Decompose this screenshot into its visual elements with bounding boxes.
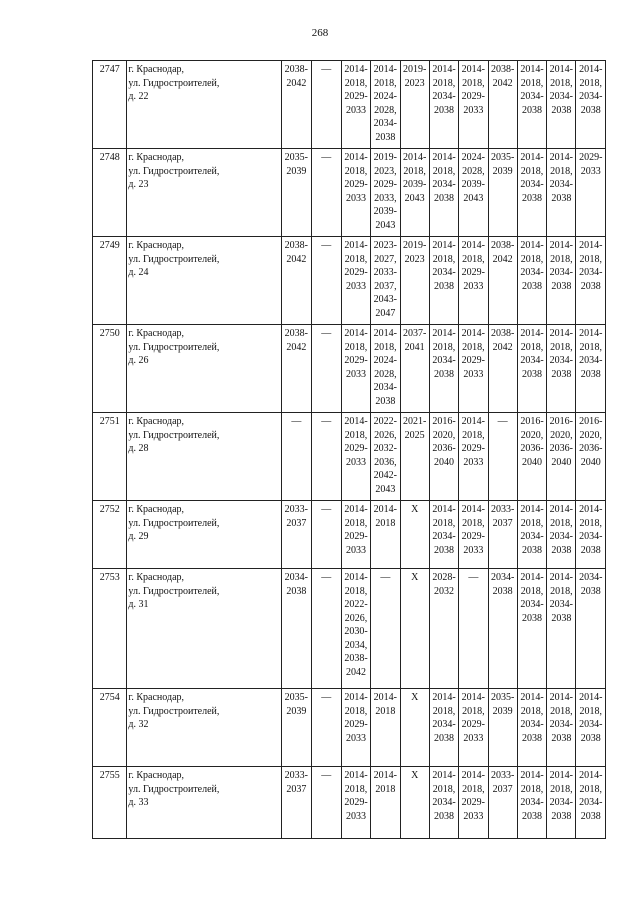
period-value: — [321, 240, 332, 251]
period-value: 2019- 2023 [403, 240, 427, 265]
period-cell [311, 61, 341, 149]
period-cell [371, 61, 400, 149]
period-cell [459, 767, 488, 839]
period-value: 2014- 2018, 2029- 2033 [461, 770, 485, 822]
period-value: 2014- 2018, 2022- 2026, 2030- 2034, 2038- 2042 [344, 572, 368, 678]
period-cell [488, 501, 517, 569]
period-cell [459, 569, 488, 689]
table-row [93, 149, 606, 237]
period-cell [517, 149, 546, 237]
period-value: 2014- 2018, 2034- 2038 [520, 572, 544, 624]
period-value: 2014- 2018, 2034- 2038 [549, 572, 573, 624]
period-value: 2014- 2018, 2034- 2038 [579, 328, 603, 380]
period-cell [371, 237, 400, 325]
period-cell [517, 413, 546, 501]
period-value: 2033- 2037 [284, 504, 309, 529]
period-value: 2014- 2018 [373, 770, 398, 795]
period-cell [547, 149, 576, 237]
address-line: ул. Гидростроителей, [128, 585, 220, 597]
period-cell [282, 569, 311, 689]
period-value: 2034- 2038 [579, 572, 603, 597]
period-value: 2014- 2018, 2034- 2038 [520, 328, 544, 380]
row-number-cell: 2750 [93, 325, 127, 413]
period-value: 2028- 2032 [432, 572, 456, 597]
period-value: 2023- 2027, 2033- 2037, 2043- 2047 [373, 240, 398, 319]
address-line: г. Краснодар, [128, 240, 185, 251]
period-value: 2014- 2018, 2029- 2033 [461, 692, 485, 744]
period-value: 2014- 2018, 2029- 2033 [344, 328, 368, 380]
address-line: ул. Гидростроителей, [128, 165, 220, 177]
period-value: 2035- 2039 [490, 692, 515, 717]
period-cell [341, 149, 370, 237]
period-cell [311, 237, 341, 325]
period-cell [488, 689, 517, 767]
period-value: 2029- 2033 [579, 152, 603, 177]
period-value: 2014- 2018, 2034- 2038 [520, 770, 544, 822]
period-value: — [468, 572, 479, 583]
period-value: 2038- 2042 [490, 240, 515, 265]
period-value: 2016- 2020, 2036- 2040 [520, 416, 544, 468]
period-cell [429, 325, 458, 413]
period-value: — [321, 692, 332, 703]
address-cell [127, 237, 282, 325]
address-line: ул. Гидростроителей, [128, 517, 220, 529]
period-value: — [380, 572, 391, 583]
period-cell [371, 767, 400, 839]
period-cell [576, 237, 606, 325]
period-value: 2038- 2042 [284, 240, 309, 265]
period-value: 2035- 2039 [490, 152, 515, 177]
address-line: д. 24 [128, 267, 149, 278]
page-number: 268 [311, 27, 329, 39]
period-value: 2014- 2018, 2029- 2033 [344, 240, 368, 292]
address-cell [127, 689, 282, 767]
period-value: 2014- 2018, 2029- 2033 [344, 692, 368, 744]
period-value: 2014- 2018 [373, 504, 398, 529]
period-value: 2035- 2039 [284, 692, 309, 717]
period-value: 2022- 2026, 2032- 2036, 2042- 2043 [373, 416, 398, 495]
period-value: 2014- 2018, 2034- 2038 [579, 504, 603, 556]
period-cell [282, 61, 311, 149]
row-number-cell: 2753 [93, 569, 127, 689]
period-cell [517, 767, 546, 839]
period-value: 2014- 2018 [373, 692, 398, 717]
address-line: д. 33 [128, 797, 149, 808]
period-cell [341, 689, 370, 767]
period-cell [400, 767, 429, 839]
address-line: д. 29 [128, 531, 149, 542]
period-cell [547, 237, 576, 325]
address-line: д. 32 [128, 719, 149, 730]
period-value: 2014- 2018, 2034- 2038 [432, 64, 456, 116]
address-line: ул. Гидростроителей, [128, 341, 220, 353]
period-value: 2014- 2018, 2029- 2033 [344, 504, 368, 556]
period-value: 2033- 2037 [490, 504, 515, 529]
period-value: 2014- 2018, 2029- 2033 [461, 328, 485, 380]
period-cell [400, 501, 429, 569]
period-cell [429, 569, 458, 689]
period-value: 2014- 2018, 2034- 2038 [432, 240, 456, 292]
row-number-cell: 2747 [93, 61, 127, 149]
period-cell [576, 325, 606, 413]
period-value: 2014- 2018, 2034- 2038 [549, 692, 573, 744]
period-cell [459, 149, 488, 237]
period-cell [459, 413, 488, 501]
period-value: 2014- 2018, 2034- 2038 [520, 692, 544, 744]
row-number-cell: 2752 [93, 501, 127, 569]
row-number-cell: 2748 [93, 149, 127, 237]
period-cell [311, 569, 341, 689]
address-line: ул. Гидростроителей, [128, 783, 220, 795]
address-line: д. 28 [128, 443, 149, 454]
period-cell [576, 413, 606, 501]
period-cell [517, 61, 546, 149]
period-value: 2014- 2018, 2034- 2038 [549, 240, 573, 292]
period-cell [517, 501, 546, 569]
period-value: 2033- 2037 [490, 770, 515, 795]
period-cell [429, 237, 458, 325]
period-cell [400, 413, 429, 501]
period-cell [400, 237, 429, 325]
period-value: 2035- 2039 [284, 152, 309, 177]
table-row [93, 689, 606, 767]
row-number-cell: 2751 [93, 413, 127, 501]
table-row [93, 501, 606, 569]
period-value: 2014- 2018, 2034- 2038 [520, 240, 544, 292]
address-line: г. Краснодар, [128, 504, 185, 515]
period-cell [371, 501, 400, 569]
period-cell [429, 413, 458, 501]
period-cell [429, 767, 458, 839]
period-value: 2014- 2018, 2029- 2033 [344, 64, 368, 116]
period-cell [400, 325, 429, 413]
schedule-table [92, 60, 606, 839]
address-line: д. 22 [128, 91, 149, 102]
period-value: — [321, 504, 332, 515]
table-row [93, 237, 606, 325]
address-line: ул. Гидростроителей, [128, 705, 220, 717]
period-value: 2014- 2018, 2029- 2033 [461, 64, 485, 116]
period-cell [517, 325, 546, 413]
period-value: 2034- 2038 [284, 572, 309, 597]
address-line: ул. Гидростроителей, [128, 77, 220, 89]
period-value: 2016- 2020, 2036- 2040 [579, 416, 603, 468]
table-row [93, 767, 606, 839]
period-cell [517, 569, 546, 689]
address-cell [127, 767, 282, 839]
period-cell [547, 325, 576, 413]
table-row [93, 325, 606, 413]
period-cell [547, 61, 576, 149]
period-cell [576, 501, 606, 569]
period-cell [282, 149, 311, 237]
period-value: 2014- 2018, 2034- 2038 [432, 692, 456, 744]
period-cell [459, 325, 488, 413]
period-cell [488, 767, 517, 839]
period-cell [400, 61, 429, 149]
period-cell [488, 413, 517, 501]
address-cell [127, 61, 282, 149]
period-value: 2014- 2018, 2034- 2038 [432, 152, 456, 204]
period-cell [488, 569, 517, 689]
period-cell [341, 569, 370, 689]
period-value: 2014- 2018, 2029- 2033 [461, 504, 485, 556]
period-cell [311, 767, 341, 839]
period-value: Х [411, 692, 419, 703]
period-value: 2034- 2038 [490, 572, 515, 597]
period-cell [341, 767, 370, 839]
period-cell [400, 149, 429, 237]
address-line: г. Краснодар, [128, 328, 185, 339]
period-value: 2014- 2018, 2034- 2038 [520, 152, 544, 204]
period-cell [341, 61, 370, 149]
period-value: 2014- 2018, 2034- 2038 [579, 64, 603, 116]
period-cell [282, 325, 311, 413]
period-cell [488, 325, 517, 413]
period-value: 2014- 2018, 2034- 2038 [549, 504, 573, 556]
period-value: 2014- 2018, 2034- 2038 [520, 64, 544, 116]
period-value: 2014- 2018, 2034- 2038 [432, 504, 456, 556]
address-cell [127, 413, 282, 501]
period-cell [576, 569, 606, 689]
period-cell [282, 237, 311, 325]
period-cell [488, 237, 517, 325]
period-cell [547, 767, 576, 839]
period-value: 2014- 2018, 2034- 2038 [549, 770, 573, 822]
period-cell [488, 149, 517, 237]
address-cell [127, 501, 282, 569]
period-value: 2019- 2023, 2029- 2033, 2039- 2043 [373, 152, 398, 231]
period-value: 2038- 2042 [284, 64, 309, 89]
period-cell [311, 149, 341, 237]
period-cell [576, 149, 606, 237]
period-value: 2014- 2018, 2034- 2038 [549, 64, 573, 116]
address-cell [127, 569, 282, 689]
period-cell [371, 149, 400, 237]
period-cell [311, 413, 341, 501]
period-cell [459, 689, 488, 767]
period-value: — [321, 152, 332, 163]
period-value: Х [411, 770, 419, 781]
period-cell [311, 501, 341, 569]
period-value: 2014- 2018, 2034- 2038 [432, 770, 456, 822]
period-cell [488, 61, 517, 149]
period-cell [400, 689, 429, 767]
period-cell [547, 501, 576, 569]
address-line: г. Краснодар, [128, 692, 185, 703]
row-number-cell: 2749 [93, 237, 127, 325]
period-value: — [321, 770, 332, 781]
period-value: 2016- 2020, 2036- 2040 [549, 416, 573, 468]
address-line: г. Краснодар, [128, 64, 185, 75]
period-cell [547, 569, 576, 689]
period-value: 2014- 2018, 2029- 2033 [461, 416, 485, 468]
table-row [93, 413, 606, 501]
period-value: 2014- 2018, 2034- 2038 [520, 504, 544, 556]
period-value: 2014- 2018, 2024- 2028, 2034- 2038 [373, 328, 398, 407]
period-cell [576, 689, 606, 767]
period-cell [400, 569, 429, 689]
address-cell [127, 149, 282, 237]
period-value: 2033- 2037 [284, 770, 309, 795]
period-value: 2014- 2018, 2029- 2033 [344, 152, 368, 204]
address-line: д. 31 [128, 599, 149, 610]
period-value: 2014- 2018, 2029- 2033 [344, 770, 368, 822]
period-cell [282, 689, 311, 767]
period-cell [547, 689, 576, 767]
address-line: ул. Гидростроителей, [128, 253, 220, 265]
address-line: г. Краснодар, [128, 416, 185, 427]
period-cell [341, 501, 370, 569]
period-cell [429, 149, 458, 237]
period-value: 2014- 2018, 2039- 2043 [403, 152, 427, 204]
period-cell [341, 237, 370, 325]
period-cell [282, 767, 311, 839]
period-cell [371, 569, 400, 689]
address-cell [127, 325, 282, 413]
period-value: 2014- 2018, 2034- 2038 [549, 328, 573, 380]
period-value: — [291, 416, 302, 427]
period-value: 2014- 2018, 2034- 2038 [432, 328, 456, 380]
period-cell [371, 689, 400, 767]
period-cell [282, 413, 311, 501]
period-cell [429, 689, 458, 767]
row-number-cell: 2755 [93, 767, 127, 839]
period-value: 2014- 2018, 2034- 2038 [579, 240, 603, 292]
period-value: — [321, 64, 332, 75]
row-number-cell: 2754 [93, 689, 127, 767]
period-cell [517, 237, 546, 325]
address-line: г. Краснодар, [128, 770, 185, 781]
period-cell [459, 501, 488, 569]
period-value: — [497, 416, 508, 427]
period-value: 2024- 2028, 2039- 2043 [461, 152, 485, 204]
period-value: Х [411, 504, 419, 515]
period-value: 2014- 2018, 2034- 2038 [549, 152, 573, 204]
table-row [93, 61, 606, 149]
period-cell [311, 689, 341, 767]
period-cell [371, 413, 400, 501]
period-cell [371, 325, 400, 413]
period-cell [341, 325, 370, 413]
period-cell [282, 501, 311, 569]
address-line: д. 26 [128, 355, 149, 366]
period-value: 2014- 2018, 2029- 2033 [461, 240, 485, 292]
period-value: — [321, 572, 332, 583]
table-row [93, 569, 606, 689]
address-line: ул. Гидростроителей, [128, 429, 220, 441]
period-value: 2021- 2025 [403, 416, 427, 441]
period-value: 2038- 2042 [490, 64, 515, 89]
period-value: — [321, 416, 332, 427]
period-cell [517, 689, 546, 767]
period-cell [341, 413, 370, 501]
period-cell [576, 767, 606, 839]
period-value: 2014- 2018, 2029- 2033 [344, 416, 368, 468]
period-value: 2014- 2018, 2024- 2028, 2034- 2038 [373, 64, 398, 143]
period-value: 2014- 2018, 2034- 2038 [579, 692, 603, 744]
period-cell [459, 237, 488, 325]
period-cell [459, 61, 488, 149]
period-cell [311, 325, 341, 413]
period-value: 2016- 2020, 2036- 2040 [432, 416, 456, 468]
period-cell [547, 413, 576, 501]
period-value: 2038- 2042 [490, 328, 515, 353]
period-cell [576, 61, 606, 149]
period-value: 2037- 2041 [403, 328, 427, 353]
period-value: 2038- 2042 [284, 328, 309, 353]
address-line: г. Краснодар, [128, 152, 185, 163]
period-value: 2014- 2018, 2034- 2038 [579, 770, 603, 822]
period-value: Х [411, 572, 419, 583]
address-line: д. 23 [128, 179, 149, 190]
period-cell [429, 61, 458, 149]
address-line: г. Краснодар, [128, 572, 185, 583]
period-cell [429, 501, 458, 569]
period-value: 2019- 2023 [403, 64, 427, 89]
period-value: — [321, 328, 332, 339]
